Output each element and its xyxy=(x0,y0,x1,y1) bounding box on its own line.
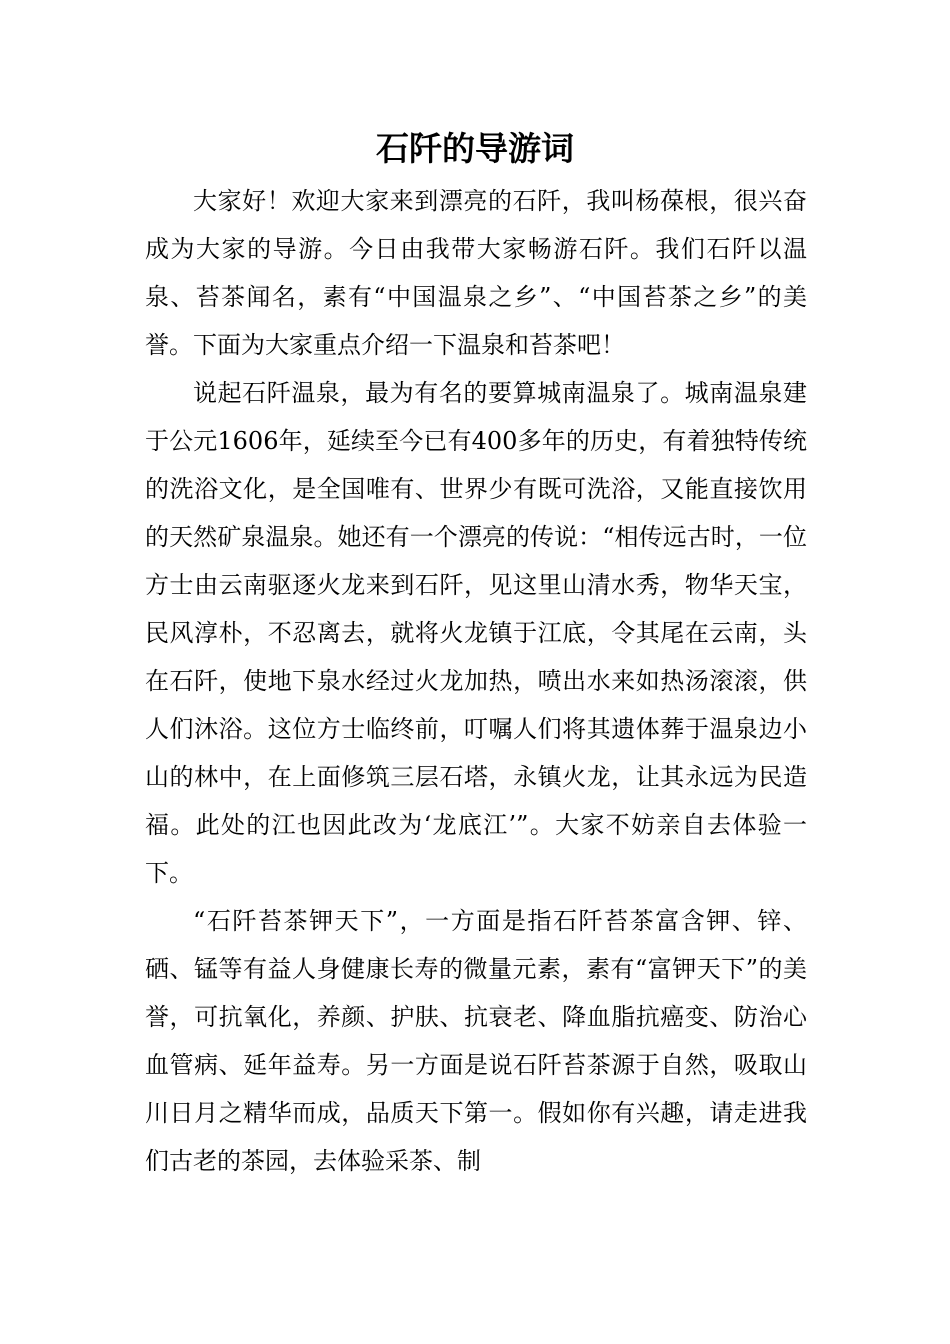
paragraph-hot-spring: 说起石阡温泉，最为有名的要算城南温泉了。城南温泉建于公元1606年，延续至今已有400多年的历史，有着独特传统的洗浴文化，是全国唯有、世界少有既可洗浴，又能直接饮用的天然矿泉温泉。她还有一个漂亮的传说：“相传远古时，一位方士由云南驱逐火龙来到石阡，见这里山清水秀，物华天宝，民风淳朴，不忍离去，就将火龙镇于江底，令其尾在云南，头在石阡，使地下泉水经过火龙加热，喷出水来如热汤滚滚，供人们沐浴。这位方士临终前，叮嘱人们将其遗体葬于温泉边小山的林中，在上面修筑三层石塔，永镇火龙，让其永远为民造福。此处的江也因此改为‘龙底江’”。大家不妨亲自去体验一下。 xyxy=(145,379,807,887)
paragraph-tea: “石阡苔茶钾天下”，一方面是指石阡苔茶富含钾、锌、硒、锰等有益人身健康长寿的微量元素，素有“富钾天下”的美誉，可抗氧化，养颜、护肤、抗衰老、降血脂抗癌变、防治心血管病、延年益寿。另一方面是说石阡苔茶源于自然，吸取山川日月之精华而成，品质天下第一。假如你有兴趣，请走进我们古老的茶园，去体验采茶、制 xyxy=(145,907,807,1175)
document-title: 石阡的导游词 xyxy=(376,129,574,168)
paragraph-intro: 大家好！欢迎大家来到漂亮的石阡，我叫杨葆根，很兴奋成为大家的导游。今日由我带大家畅游石阡。我们石阡以温泉、苔茶闻名，素有“中国温泉之乡”、“中国苔茶之乡”的美誉。下面为大家重点介绍一下温泉和苔茶吧！ xyxy=(145,187,807,359)
document-body xyxy=(145,177,807,1185)
